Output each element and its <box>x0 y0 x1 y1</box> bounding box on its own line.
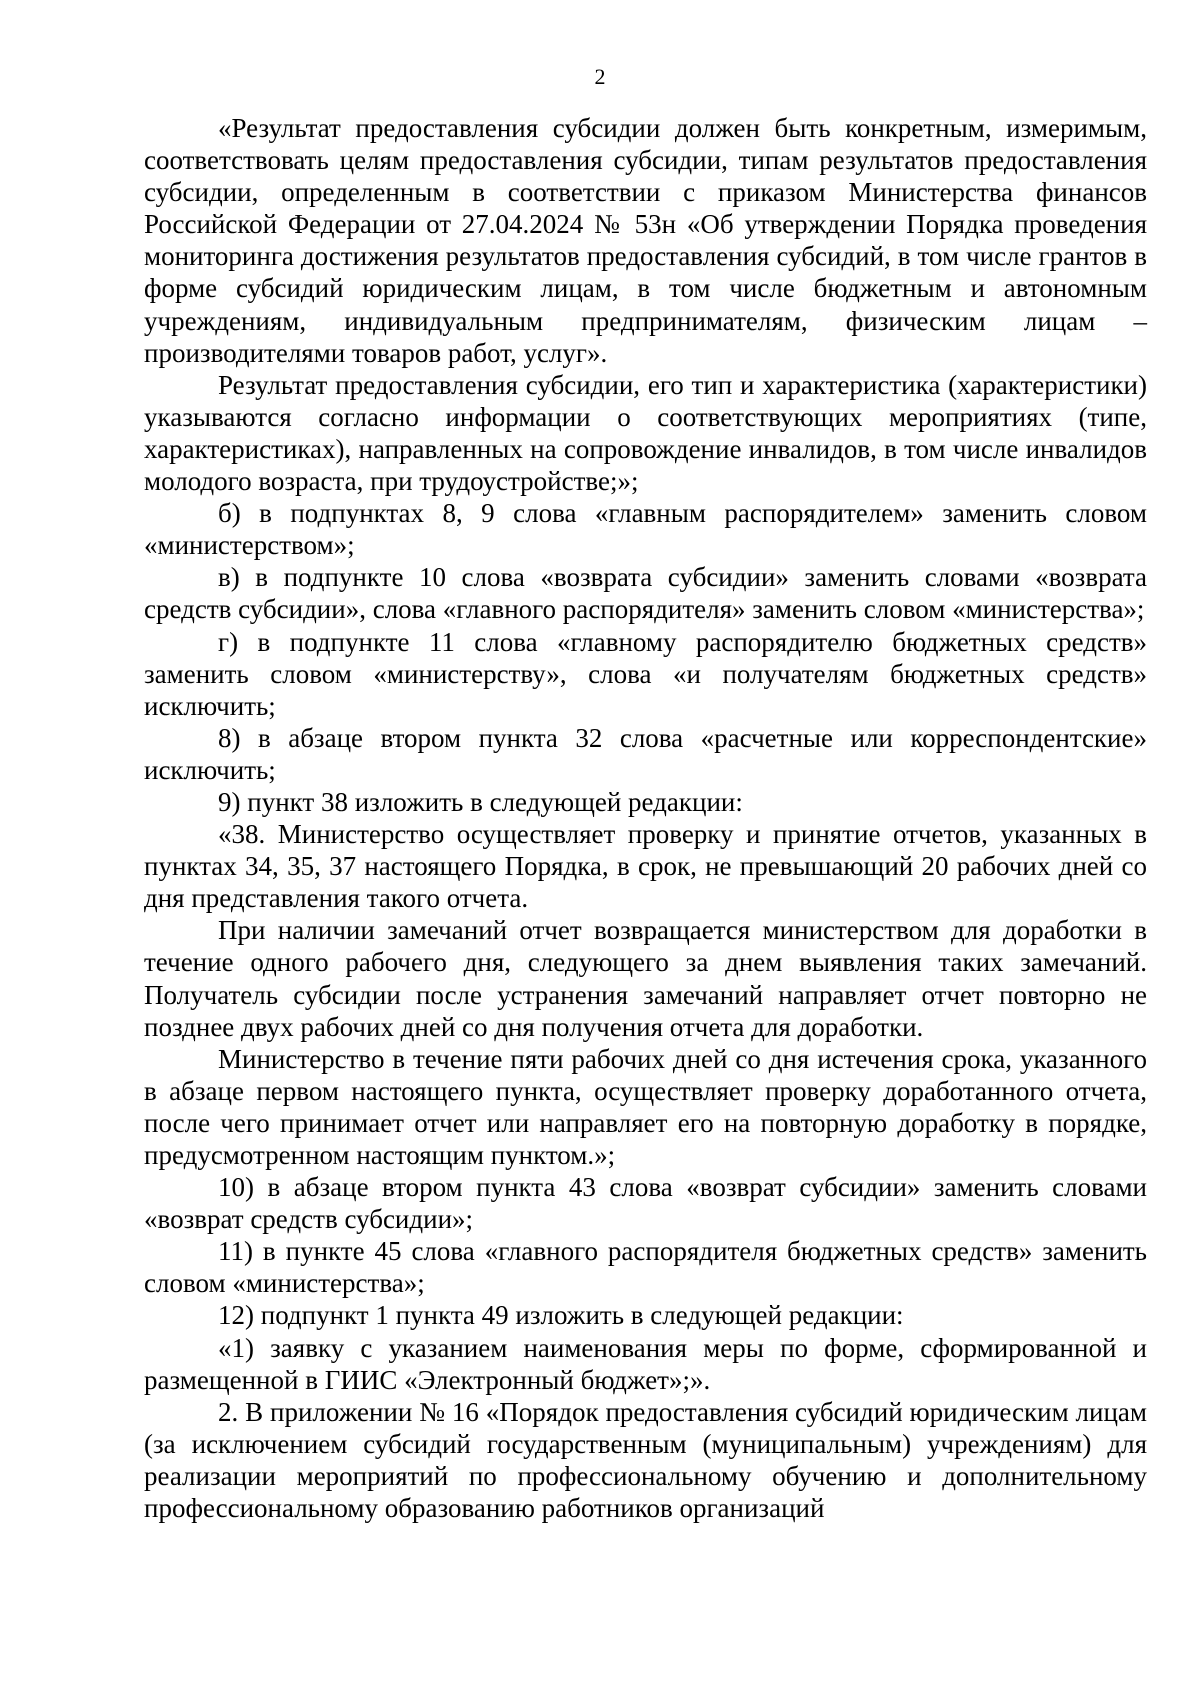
paragraph-section-2: 2. В приложении № 16 «Порядок предоставления субсидий юридическим лицам (за исключением субсидий государственным (муниципальным) учреждениям) для реализации мероприятий по профессиональному обучению и дополнительному профессиональному образованию работников организаций <box>144 1396 1154 1524</box>
paragraph-ministry-review: Министерство в течение пяти рабочих дней со дня истечения срока, указанного в абзаце первом настоящего пункта, осуществляет проверку доработанного отчета, после чего принимает отчет или направляет его на повторную доработку в порядке, предусмотренном настоящим пунктом.»; <box>144 1043 1154 1170</box>
page-number: 2 <box>594 64 606 89</box>
paragraph-result-requirements: «Результат предоставления субсидии должен быть конкретным, измеримым, соответствовать целям предоставления субсидии, типам результатов предоставления субсидии, определенным в соответствии с приказом Министерства финансов Российской Федерации от 27.04.2024 № 53н «Об утверждении Порядка проведения мониторинга достижения результатов предоставления субсидий, в том числе грантов в форме субсидий юридическим лицам, в том числе бюджетным и автономным учреждениям, индивидуальным предпринимателям, физическим лицам – производителями товаров работ, услуг». <box>144 113 1154 368</box>
paragraph-item-v: в) в подпункте 10 слова «возврата субсидии» заменить словами «возврата средств субсидии», слова «главного распорядителя» заменить словом «министерства»; <box>144 562 1154 625</box>
paragraph-item-11: 11) в пункте 45 слова «главного распорядителя бюджетных средств» заменить словом «министерства»; <box>144 1236 1154 1299</box>
paragraph-item-b: б) в подпунктах 8, 9 слова «главным распорядителем» заменить словом «министерством»; <box>144 498 1154 561</box>
paragraph-item-12: 12) подпункт 1 пункта 49 изложить в следующей редакции: <box>218 1300 904 1331</box>
document-body <box>144 112 1154 1524</box>
paragraph-item-10: 10) в абзаце втором пункта 43 слова «возврат субсидии» заменить словами «возврат средств субсидии»; <box>144 1172 1154 1235</box>
paragraph-item-9: 9) пункт 38 изложить в следующей редакции: <box>218 786 743 817</box>
paragraph-item-g: г) в подпункте 11 слова «главному распорядителю бюджетных средств» заменить словом «министерству», слова «и получателям бюджетных средств» исключить; <box>144 626 1154 721</box>
paragraph-subitem-1: «1) заявку с указанием наименования меры по форме, сформированной и размещенной в ГИИС «Электронный бюджет»;». <box>144 1332 1154 1395</box>
paragraph-result-characteristics: Результат предоставления субсидии, его тип и характеристика (характеристики) указываются согласно информации о соответствующих мероприятиях (типе, характеристиках), направленных на сопровождение инвалидов, в том числе инвалидов молодого возраста, при трудоустройстве;»; <box>144 369 1154 497</box>
paragraph-clause-38: «38. Министерство осуществляет проверку и принятие отчетов, указанных в пунктах 34, 35, 37 настоящего Порядка, в срок, не превышающий 20 рабочих дней со дня представления такого отчета. <box>144 819 1154 914</box>
paragraph-item-8: 8) в абзаце втором пункта 32 слова «расчетные или корреспондентские» исключить; <box>144 722 1154 785</box>
paragraph-remarks: При наличии замечаний отчет возвращается министерством для доработки в течение одного рабочего дня, следующего за днем выявления таких замечаний. Получатель субсидии после устранения замечаний направляет отчет повторно не позднее двух рабочих дней со дня получения отчета для доработки. <box>144 915 1154 1042</box>
